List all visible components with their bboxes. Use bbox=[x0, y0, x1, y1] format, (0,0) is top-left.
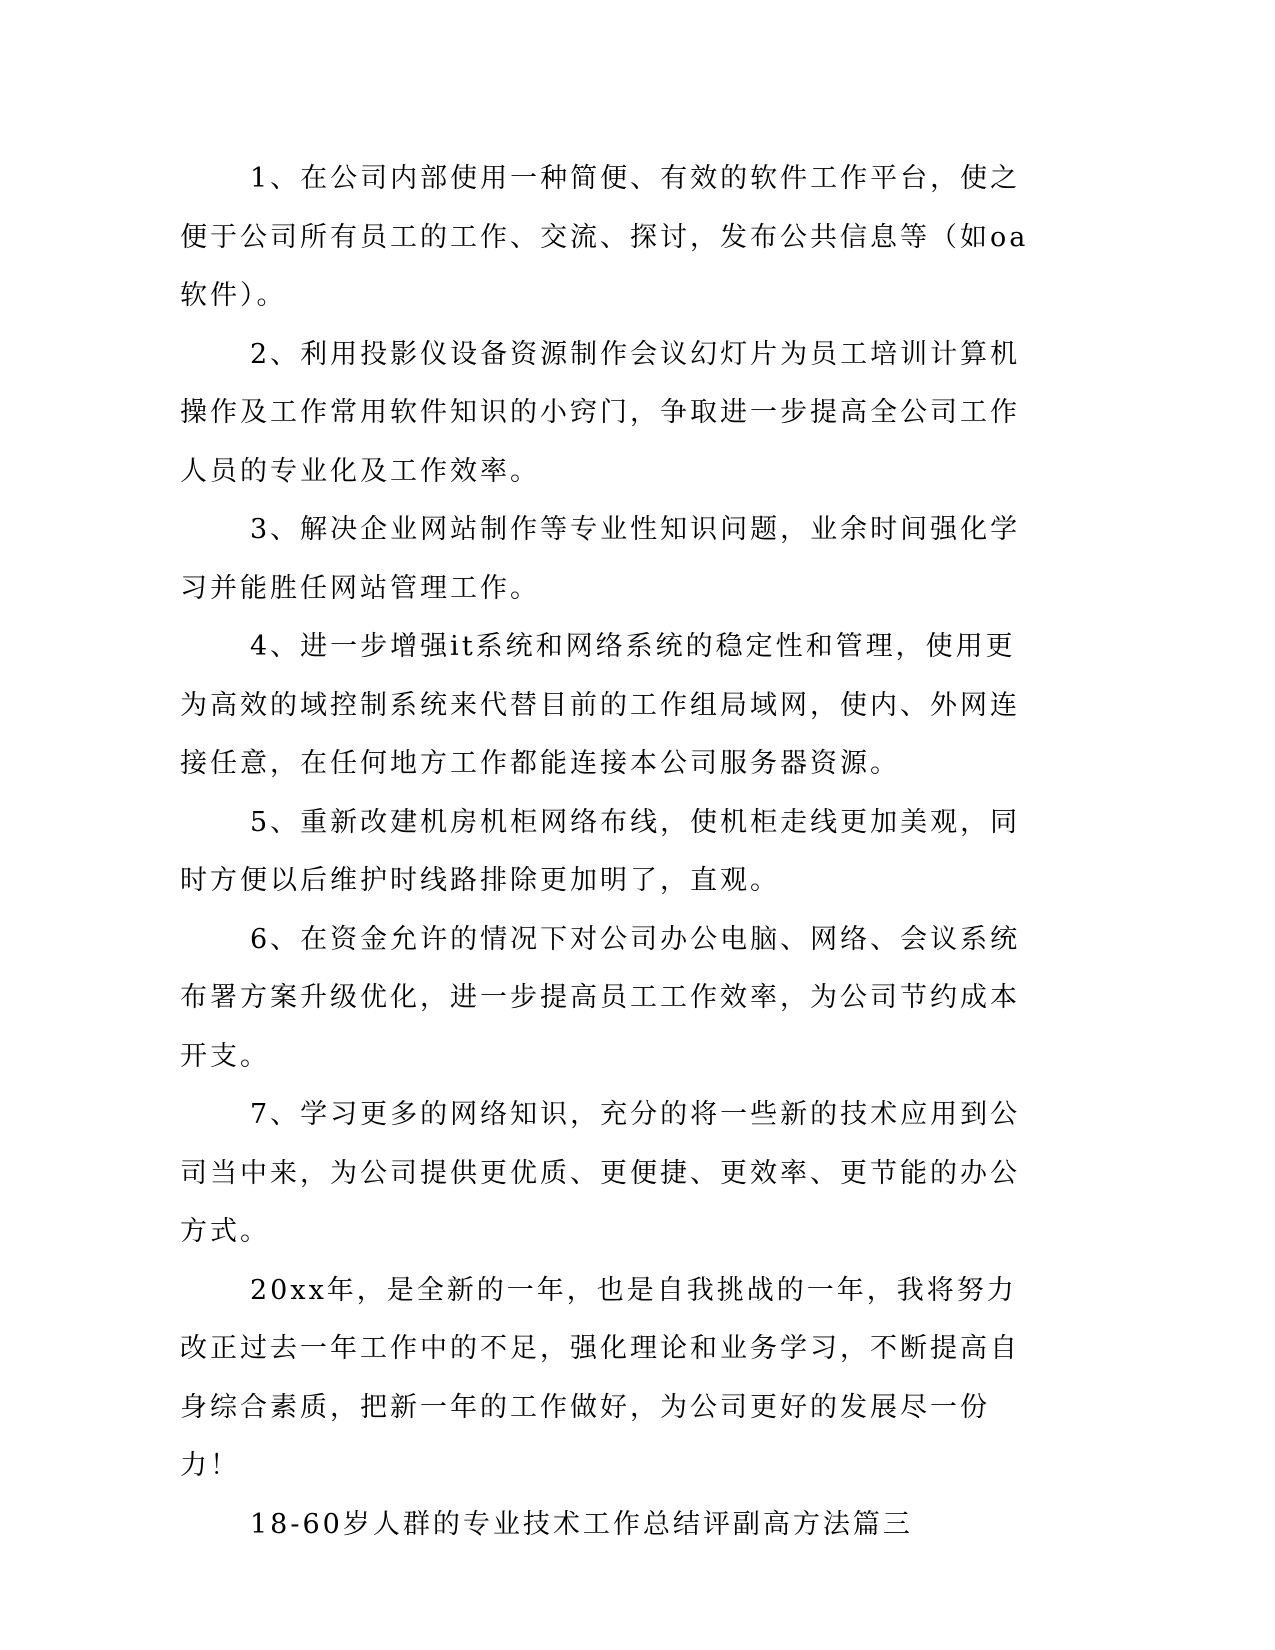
paragraph-summary: 20xx年，是全新的一年，也是自我挑战的一年，我将努力改正过去一年工作中的不足，强化理论和业务学习，不断提高自身综合素质，把新一年的工作做好，为公司更好的发展尽一份力！ bbox=[180, 1274, 1020, 1481]
document-body bbox=[180, 150, 1040, 1554]
paragraph-1: 1、在公司内部使用一种简便、有效的软件工作平台，使之便于公司所有员工的工作、交流、探讨，发布公共信息等（如oa软件）。 bbox=[180, 163, 1029, 311]
paragraph-7: 7、学习更多的网络知识，充分的将一些新的技术应用到公司当中来，为公司提供更优质、更便捷、更效率、更节能的办公方式。 bbox=[180, 1099, 1021, 1247]
paragraph-5: 5、重新改建机房机柜网络布线，使机柜走线更加美观，同时方便以后维护时线路排除更加明了，直观。 bbox=[180, 806, 1021, 896]
paragraph-3: 3、解决企业网站制作等专业性知识问题，业余时间强化学习并能胜任网站管理工作。 bbox=[180, 514, 1021, 604]
section-heading: 18-60岁人群的专业技术工作总结评副高方法篇三 bbox=[250, 1508, 913, 1540]
paragraph-6: 6、在资金允许的情况下对公司办公电脑、网络、会议系统布署方案升级优化，进一步提高员工工作效率，为公司节约成本开支。 bbox=[180, 923, 1021, 1072]
paragraph-2: 2、利用投影仪设备资源制作会议幻灯片为员工培训计算机操作及工作常用软件知识的小窍门，争取进一步提高全公司工作人员的专业化及工作效率。 bbox=[180, 338, 1021, 487]
paragraph-4: 4、进一步增强it系统和网络系统的稳定性和管理，使用更为高效的域控制系统来代替目前的工作组局域网，使内、外网连接任意，在任何地方工作都能连接本公司服务器资源。 bbox=[180, 631, 1020, 779]
